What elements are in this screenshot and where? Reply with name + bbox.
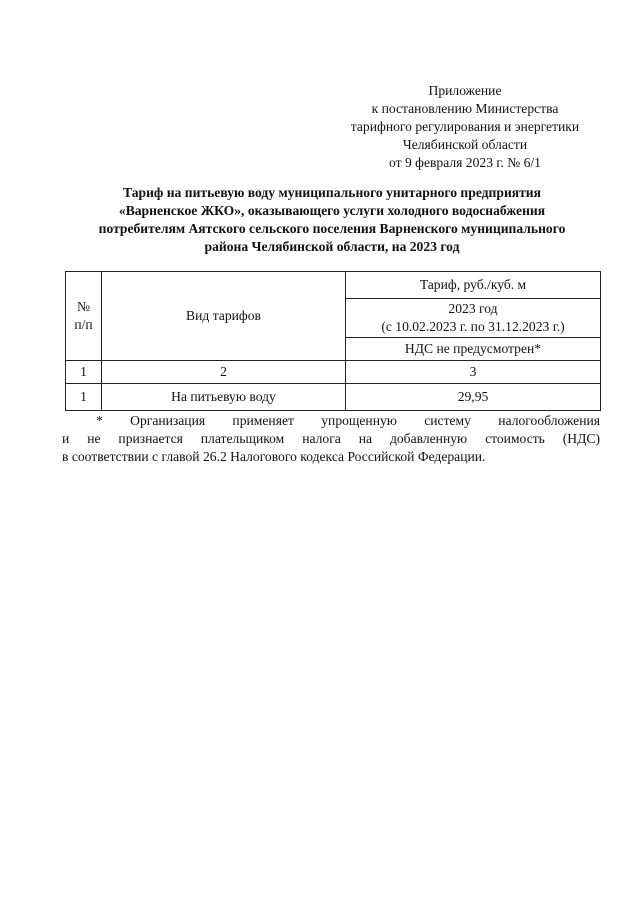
footnote-line-2: и не признается плательщиком налога на добавленную стоимость (НДС): [62, 431, 600, 446]
footnote-line-3: в соответствии с главой 26.2 Налогового кодекса Российской Федерации.: [62, 449, 486, 464]
title-line-2: «Варненское ЖКО», оказывающего услуги холодного водоснабжения: [118, 203, 546, 218]
table-index-row: [66, 361, 601, 384]
index-cell-1: 1: [66, 361, 102, 384]
appendix-block: [330, 82, 600, 172]
header-year: 2023 год: [448, 301, 498, 316]
tariff-table: [65, 271, 601, 411]
header-period: (с 10.02.2023 г. по 31.12.2023 г.): [381, 319, 565, 334]
appendix-resolution-ref: к постановлению Министерства: [371, 101, 559, 116]
index-cell-3: 3: [346, 361, 601, 384]
header-tariff-cell: Тариф, руб./куб. м: [346, 272, 601, 299]
header-number-cell: [66, 272, 102, 361]
appendix-date-number: от 9 февраля 2023 г. № 6/1: [389, 155, 541, 170]
title-line-1: Тариф на питьевую воду муниципального унитарного предприятия: [123, 185, 541, 200]
row-tariff-value: 29,95: [346, 384, 601, 411]
table-header-row: [66, 272, 601, 299]
appendix-region: Челябинской области: [402, 137, 528, 152]
document-title: [62, 184, 602, 256]
title-line-4: района Челябинской области, на 2023 год: [204, 239, 460, 254]
index-cell-2: 2: [102, 361, 346, 384]
appendix-label: Приложение: [428, 83, 502, 98]
header-number-symbol: №: [77, 299, 90, 314]
header-number-abbr: п/п: [74, 317, 93, 332]
footnote-line-1: * Организация применяет упрощенную систему налогообложения: [96, 413, 600, 428]
appendix-ministry: тарифного регулирования и энергетики: [350, 119, 580, 134]
footnote: [62, 412, 600, 466]
row-tariff-kind: На питьевую воду: [102, 384, 346, 411]
header-kind-cell: Вид тарифов: [102, 272, 346, 361]
header-vat-cell: НДС не предусмотрен*: [346, 338, 601, 361]
table-row: [66, 384, 601, 411]
header-period-cell: [346, 299, 601, 338]
row-number: 1: [66, 384, 102, 411]
title-line-3: потребителям Аятского сельского поселения Варненского муниципального: [98, 221, 566, 236]
